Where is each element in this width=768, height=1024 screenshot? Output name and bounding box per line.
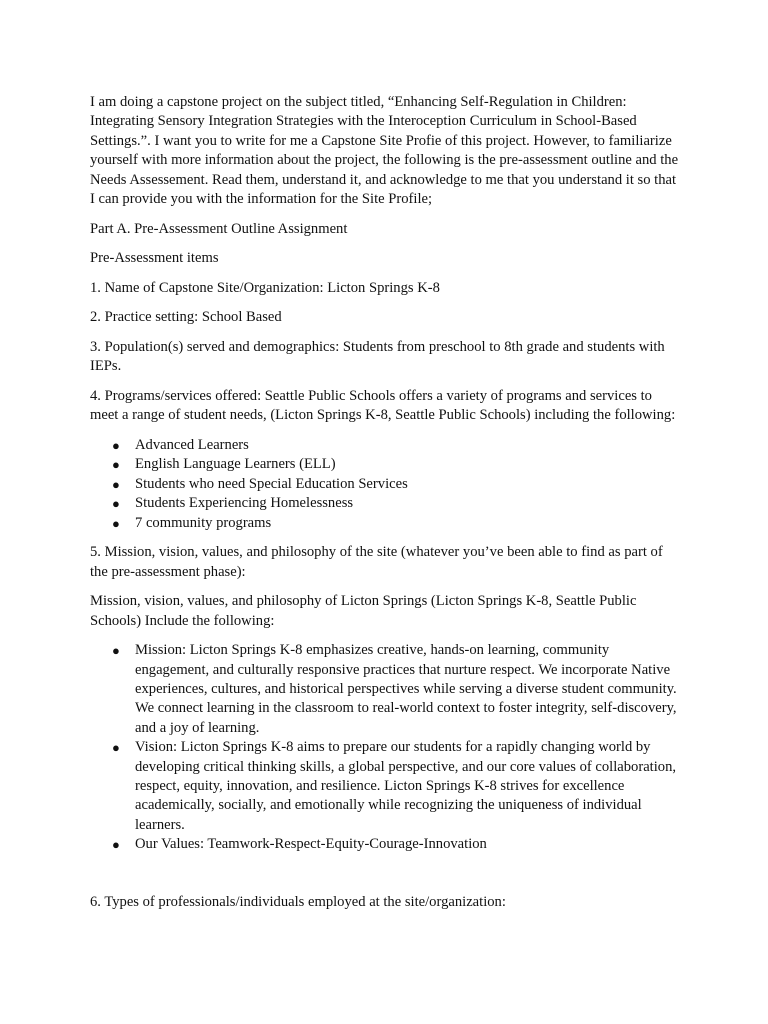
- bullet-icon: ●: [112, 476, 120, 492]
- bullet-icon: ●: [112, 837, 120, 853]
- list-item: [112, 494, 680, 513]
- mission-vision-values-list: [90, 641, 680, 854]
- list-item: [112, 641, 680, 738]
- item-1: 1. Name of Capstone Site/Organization: Licton Springs K-8: [90, 279, 440, 296]
- bullet-icon: ●: [112, 643, 120, 659]
- list-item-text: 7 community programs: [135, 514, 272, 531]
- list-item: [112, 514, 680, 533]
- list-item-text: Advanced Learners: [135, 437, 249, 453]
- list-item-text: Students who need Special Education Services: [135, 475, 408, 492]
- list-item: [112, 475, 680, 494]
- bullet-icon: ●: [112, 740, 120, 756]
- list-item-text: Vision: Licton Springs K-8 aims to prepare our students for a rapidly changing world by developing critical thinking skills, a global perspective, and our core values of collaboration, respect, equity, innovation, and resilience. Licton Springs K-8 strives for excellence academically, socially, and emotionally while recognizing the uniqueness of individual learners.: [135, 739, 677, 833]
- item-5: 5. Mission, vision, values, and philosophy of the site (whatever you’ve been able to find as part of the pre-assessment phase):: [90, 544, 663, 580]
- bullet-icon: ●: [112, 438, 120, 453]
- item-4: 4. Programs/services offered: Seattle Public Schools offers a variety of programs and services to meet a range of student needs, (Licton Springs K-8, Seattle Public Schools) including the following:: [90, 388, 676, 424]
- bullet-icon: ●: [112, 496, 120, 512]
- item-3: 3. Population(s) served and demographics: Students from preschool to 8th grade and students with IEPs.: [90, 339, 665, 375]
- spacer: [90, 865, 680, 893]
- list-item-text: Students Experiencing Homelessness: [135, 495, 354, 512]
- programs-list: [90, 436, 680, 533]
- list-item-text: English Language Learners (ELL): [135, 456, 336, 473]
- intro-paragraph: I am doing a capstone project on the subject titled, “Enhancing Self-Regulation in Children: Integrating Sensory Integration Strategies with the Interoception Curriculum in School-Based Settings.”. I want you to write for me a Capstone Site Profie of this project. However, to familiarize yourself with more information about the project, the following is the pre-assessment outline and the Needs Assessement. Read them, understand it, and acknowledge to me that you understand it so that I can provide you with the information for the Site Profile;: [90, 94, 679, 208]
- item-5-intro: Mission, vision, values, and philosophy of Licton Springs (Licton Springs K-8, Seattle Public Schools) Include the following:: [90, 593, 637, 629]
- part-a-heading: Part A. Pre-Assessment Outline Assignment: [90, 220, 348, 237]
- list-item-text: Our Values: Teamwork-Respect-Equity-Courage-Innovation: [135, 836, 487, 853]
- document-page: [90, 93, 680, 922]
- list-item-text: Mission: Licton Springs K-8 emphasizes creative, hands-on learning, community engagement, and culturally responsive practices that nurture respect. We incorporate Native experiences, cultures, and historical perspectives while serving a diverse student community. We connect learning in the classroom to real-world context to foster integrity, self-discovery, and a joy of learning.: [135, 642, 677, 736]
- items-heading: Pre-Assessment items: [90, 250, 219, 267]
- bullet-icon: ●: [112, 457, 120, 473]
- item-6: 6. Types of professionals/individuals employed at the site/organization:: [90, 893, 506, 910]
- list-item: [112, 436, 680, 455]
- list-item: [112, 455, 680, 474]
- list-item: [112, 738, 680, 835]
- bullet-icon: ●: [112, 515, 120, 531]
- item-2: 2. Practice setting: School Based: [90, 309, 282, 326]
- list-item: [112, 835, 680, 854]
